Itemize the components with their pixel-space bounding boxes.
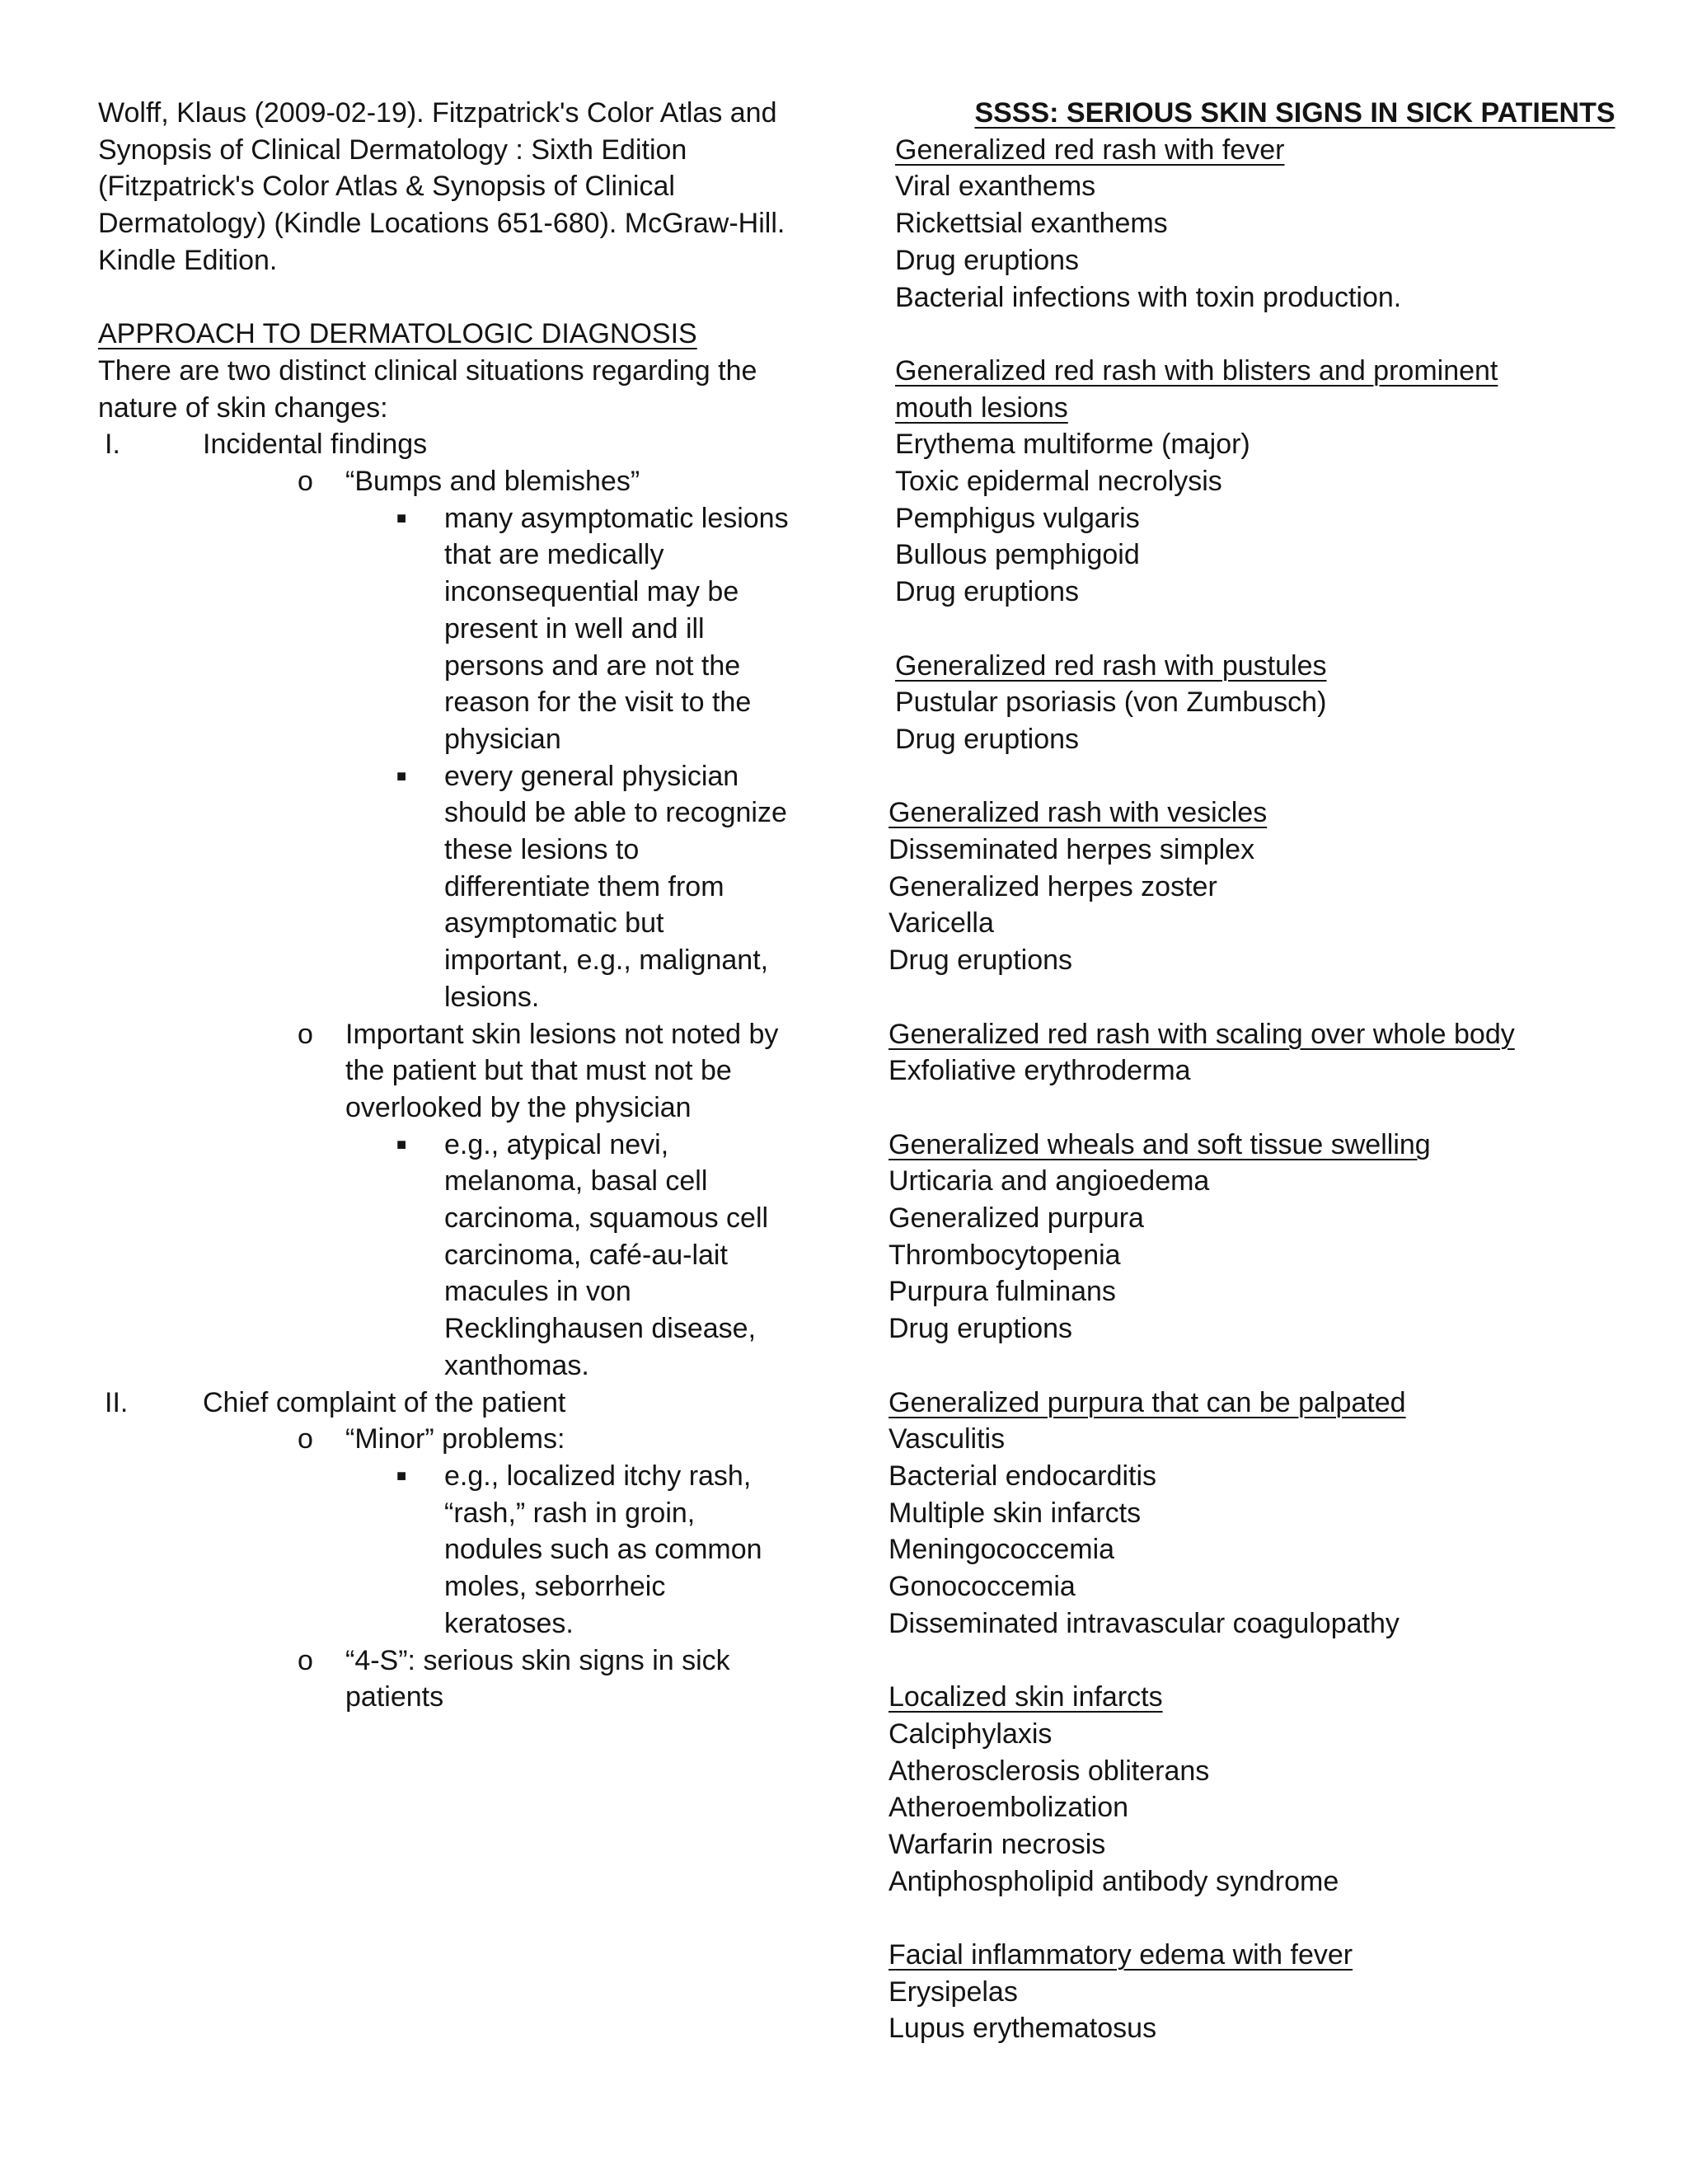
square-bullet-icon: ■ [396,1467,407,1485]
section-item: Drug eruptions [895,723,1080,755]
bullet-line: nodules such as common [444,1534,762,1566]
section-item: Disseminated herpes simplex [889,834,1255,866]
bullet-line: present in well and ill [444,612,705,644]
section-pustules [889,648,1630,758]
bullet-line: “rash,” rash in groin, [444,1497,696,1529]
section-item: Generalized purpura [889,1202,1144,1235]
section-item: Toxic epidermal necrolysis [895,466,1222,498]
section-item: Viral exanthems [895,171,1096,203]
section-item: Drug eruptions [889,1313,1073,1345]
section-scaling [889,1016,1630,1090]
subitem-important-skin-lesions [98,1016,823,1127]
section-vesicles [889,794,1630,979]
bullet-line: important, e.g., malignant, [444,944,769,977]
section-facial-edema [889,1937,1630,2047]
section-item: Drug eruptions [889,944,1073,977]
citation-line: Kindle Edition. [98,244,278,276]
list-item-label: Incidental findings [203,429,428,461]
roman-numeral: II. [105,1386,129,1418]
subitem-4s [98,1643,823,1716]
section-item: Disseminated intravascular coagulopathy [889,1607,1400,1639]
section-item: Drug eruptions [895,576,1080,608]
bullet-line: differentiate them from [444,870,724,902]
section-item: Bullous pemphigoid [895,539,1140,571]
bullet-line: lesions. [444,981,540,1013]
square-bullet-icon: ■ [396,766,407,785]
bullet-line: carcinoma, squamous cell [444,1202,769,1235]
section-heading: Localized skin infarcts [889,1681,1163,1713]
circle-bullet: o [298,1423,313,1455]
circle-bullet: o [298,1018,313,1050]
subitem-text: patients [345,1681,444,1713]
left-column [98,95,823,1716]
bullet-line: Recklinghausen disease, [444,1313,757,1345]
square-bullet-icon: ■ [396,509,407,527]
bullet-line: reason for the visit to the [444,687,752,719]
section-wheals [889,1127,1630,1347]
section-item: Erysipelas [889,1975,1018,2008]
subitem-text: “Minor” problems: [345,1423,565,1455]
section-item: Meningococcemia [889,1534,1115,1566]
bullet-line: many asymptomatic lesions [444,502,789,534]
section-item: Atherosclerosis obliterans [889,1755,1210,1787]
section-item: Calciphylaxis [889,1718,1053,1750]
subitem-text: “4-S”: serious skin signs in sick [345,1644,730,1676]
bullet-line: e.g., localized itchy rash, [444,1460,752,1492]
section-item: Varicella [889,907,994,940]
section-heading: Generalized red rash with blisters and prominent [895,354,1498,387]
section-heading: Generalized wheals and soft tissue swelling [889,1128,1431,1160]
circle-bullet: o [298,466,313,498]
section-item: Multiple skin infarcts [889,1497,1142,1529]
list-item-chief-complaint [98,1385,823,1422]
bullet-examples-lesions [98,1127,823,1385]
bullet-line: carcinoma, café-au-lait [444,1239,728,1271]
bullet-line: should be able to recognize [444,797,787,829]
square-bullet-icon: ■ [396,1135,407,1154]
subitem-text: Important skin lesions not noted by [345,1018,779,1050]
section-item: Exfoliative erythroderma [889,1055,1191,1087]
list-item-label: Chief complaint of the patient [203,1386,566,1418]
section-palpable-purpura [889,1385,1630,1643]
bullet-line: inconsequential may be [444,576,739,608]
approach-intro-line: There are two distinct clinical situations regarding the [98,354,757,387]
bullet-line: physician [444,723,561,755]
section-item: Vasculitis [889,1423,1006,1455]
section-blisters-mouth-lesions [889,353,1630,611]
section-heading: Facial inflammatory edema with fever [889,1939,1353,1971]
section-item: Erythema multiforme (major) [895,429,1250,461]
section-item: Pemphigus vulgaris [895,502,1140,534]
section-red-rash-fever [889,132,1630,316]
section-heading: Generalized red rash with fever [895,134,1285,166]
bullet-line: persons and are not the [444,649,741,682]
bullet-line: asymptomatic but [444,907,664,940]
citation-line: Dermatology) (Kindle Locations 651-680). McGraw-Hill. [98,208,785,240]
circle-bullet: o [298,1644,313,1676]
bullet-asymptomatic-lesions [98,500,823,758]
right-column [889,95,1630,2047]
subitem-minor-problems [98,1421,823,1458]
list-item-incidental-findings [98,426,823,463]
ssss-title: SSSS: SERIOUS SKIN SIGNS IN SICK PATIENTS [974,97,1615,129]
bullet-line: keratoses. [444,1607,574,1639]
section-heading: mouth lesions [895,391,1068,424]
roman-numeral: I. [105,429,120,461]
section-heading: Generalized purpura that can be palpated [889,1386,1406,1418]
bullet-line: every general physician [444,760,739,792]
section-item: Thrombocytopenia [889,1239,1121,1271]
section-item: Atheroembolization [889,1792,1129,1824]
section-item: Purpura fulminans [889,1276,1116,1308]
section-item: Bacterial endocarditis [889,1460,1157,1492]
section-item: Lupus erythematosus [889,2013,1157,2045]
bullet-minor-examples [98,1458,823,1643]
bullet-general-physician [98,758,823,1016]
citation-line: Synopsis of Clinical Dermatology : Sixth Edition [98,134,687,166]
section-item: Urticaria and angioedema [889,1165,1210,1197]
subitem-bumps-and-blemishes [98,463,823,500]
section-item: Pustular psoriasis (von Zumbusch) [895,687,1327,719]
section-item: Antiphospholipid antibody syndrome [889,1865,1339,1897]
section-item: Drug eruptions [895,244,1080,276]
section-heading: Generalized red rash with scaling over whole body [889,1018,1515,1050]
bullet-line: moles, seborrheic [444,1571,666,1603]
section-item: Rickettsial exanthems [895,208,1168,240]
bullet-line: macules in von [444,1276,631,1308]
subitem-text: the patient but that must not be [345,1055,732,1087]
bullet-line: these lesions to [444,834,640,866]
citation [98,95,823,279]
approach-heading: APPROACH TO DERMATOLOGIC DIAGNOSIS [98,318,697,350]
approach-intro-line: nature of skin changes: [98,391,388,424]
bullet-line: e.g., atypical nevi, [444,1128,669,1160]
section-item: Warfarin necrosis [889,1828,1106,1860]
bullet-line: melanoma, basal cell [444,1165,708,1197]
subitem-text: “Bumps and blemishes” [345,466,640,498]
section-skin-infarcts [889,1679,1630,1900]
section-item: Generalized herpes zoster [889,870,1217,902]
subitem-text: overlooked by the physician [345,1091,692,1123]
citation-line: Wolff, Klaus (2009-02-19). Fitzpatrick's Color Atlas and [98,97,777,129]
section-item: Bacterial infections with toxin production. [895,281,1402,313]
section-item: Gonococcemia [889,1571,1076,1603]
citation-line: (Fitzpatrick's Color Atlas & Synopsis of Clinical [98,171,675,203]
bullet-line: xanthomas. [444,1349,589,1381]
section-heading: Generalized red rash with pustules [895,649,1327,682]
bullet-line: that are medically [444,539,664,571]
section-heading: Generalized rash with vesicles [889,797,1268,829]
